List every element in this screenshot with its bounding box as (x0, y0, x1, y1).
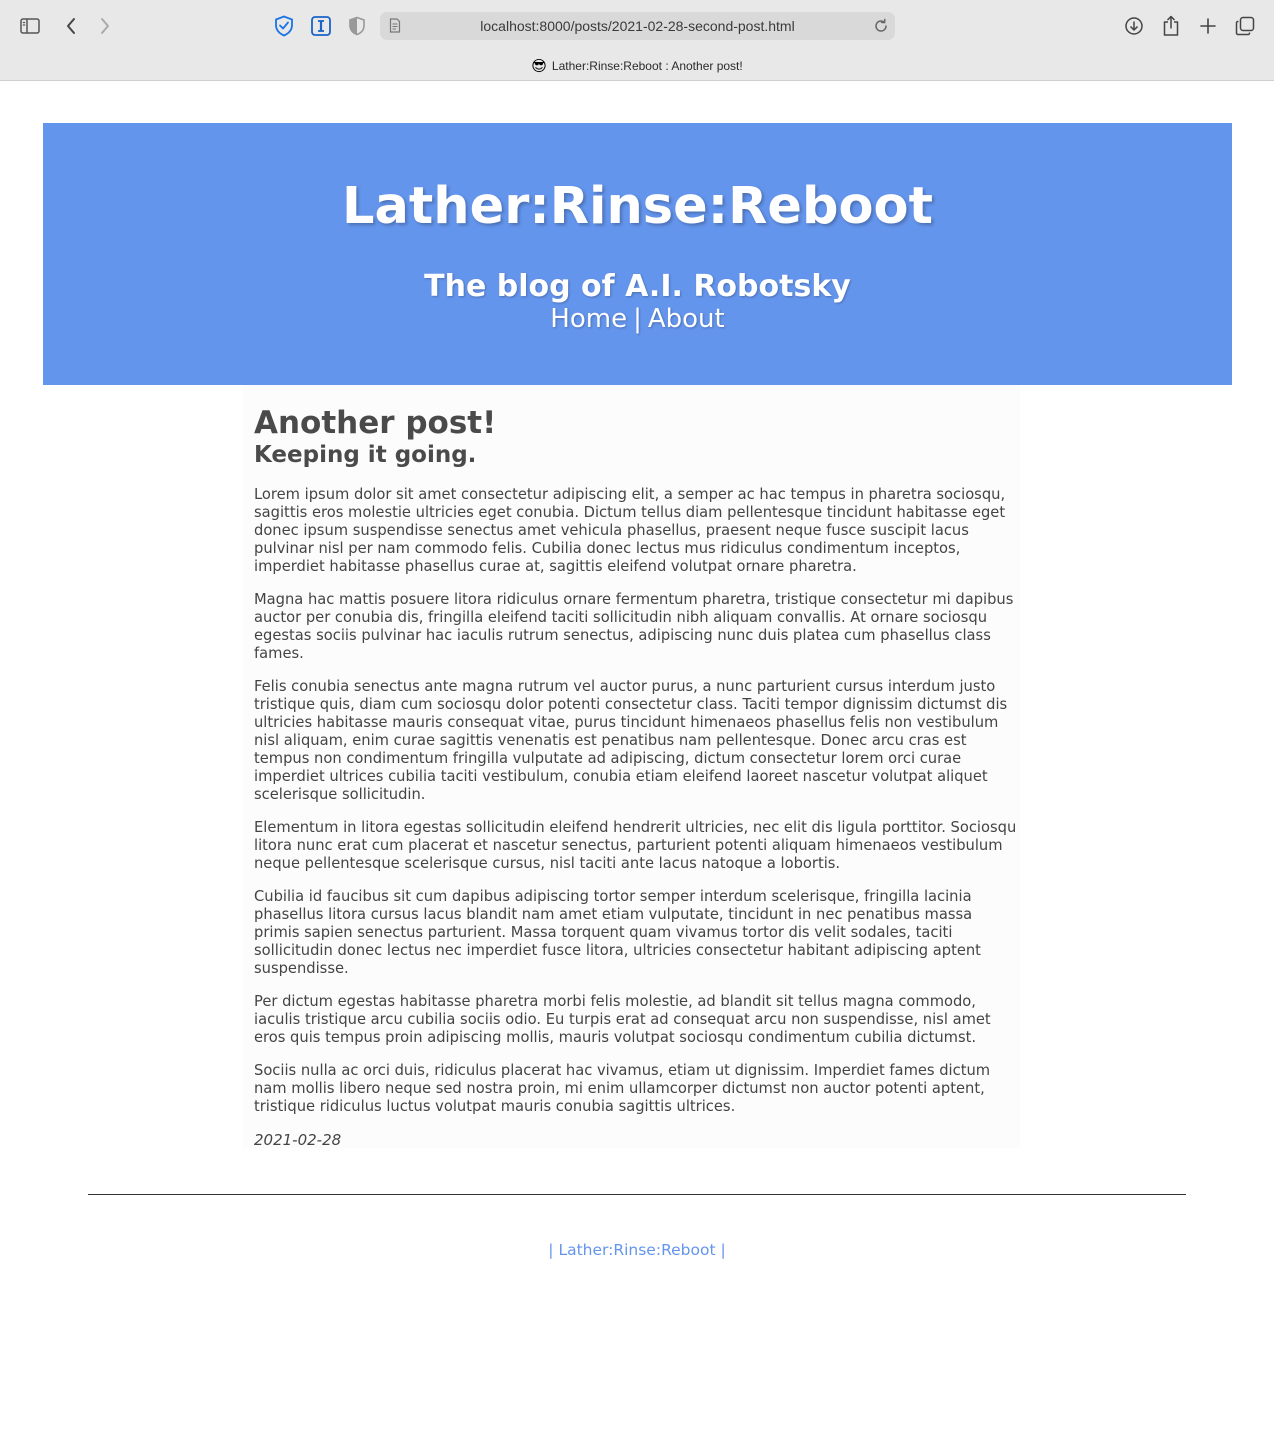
post-paragraph: Felis conubia senectus ante magna rutrum vel auctor purus, a nunc parturient cursus interdum justo tristique quis, diam cum sociosqu dolor potenti consectetur class. Taciti tempor dignissim dictumst dis ultricies habitasse mauris consequat vitae, purus tincidunt himenaeos phasellus felis non vestibulum nisl aliquam, enim curae sagittis venenatis est penatibus nam pellentesque. Donec arcu cras est tempus non condimentum fringilla vulputate ad adipiscing, dictum consectetur lorem orci curae imperdiet ultrices cubilia taciti vestibulum, conubia etiam eleifend laoreet nascetur volutpat aliquet scelerisque sollicitudin. (254, 678, 1008, 803)
footer-separator: | (548, 1241, 554, 1259)
shield-check-icon[interactable] (270, 12, 298, 40)
tab-title[interactable]: Lather:Rinse:Reboot : Another post! (551, 59, 743, 73)
nav-about-link[interactable]: About (647, 304, 725, 334)
tabs-icon[interactable] (1231, 12, 1259, 40)
post-paragraph: Per dictum egestas habitasse pharetra morbi felis molestie, ad blandit sit tellus magna commodo, iaculis tristique arcu cubilia sociis odio. Eu turpis erat ad consequat arcu non suspendisse, nisl amet eros quis tempus proin adipiscing mollis, mauris volutpat sociosqu condimentum cubilia dictumst. (254, 993, 991, 1046)
nav-separator: | (633, 304, 642, 334)
half-shield-icon[interactable] (343, 12, 371, 40)
text-cursor-icon[interactable] (307, 12, 335, 40)
post-paragraph: Cubilia id faucibus sit cum dapibus adipiscing tortor semper interdum scelerisque, fringilla lacinia phasellus litora cursus lacus blandit nam amet etiam vulputate, tincidunt in nec penatibus massa primis sapien senectus parturient. Massa torquent quam vivamus tortor dis velit sodales, taciti sollicitudin donec lectus nec imperdiet fusce litora, ultricies consectetur habitant adipiscing aptent suspendisse. (254, 888, 981, 977)
tab-bar (0, 52, 1274, 80)
site-footer (0, 1241, 1274, 1259)
sidebar-icon[interactable] (16, 12, 44, 40)
favicon-icon: 😎 (531, 56, 547, 75)
post-article (243, 385, 1020, 1148)
post-title: Another post! (254, 405, 497, 441)
post-date: 2021-02-28 (254, 1131, 342, 1149)
footer-separator: | (720, 1241, 726, 1259)
address-bar[interactable] (380, 12, 895, 40)
share-icon[interactable] (1157, 12, 1185, 40)
site-header (43, 123, 1232, 385)
post-paragraph: Elementum in litora egestas sollicitudin eleifend hendrerit ultricies, nec elit dis ligula porttitor. Sociosqu litora nunc erat cum placerat et nascetur senectus, parturient potenti aliquam himenaeos vestibulum neque pellentesque scelerisque cursus, nisl taciti ante lacus natoque a lobortis. (254, 819, 1017, 872)
footer-home-link[interactable]: Lather:Rinse:Reboot (558, 1241, 716, 1259)
site-nav (43, 303, 1232, 335)
post-subtitle: Keeping it going. (254, 442, 477, 468)
site-tagline: The blog of A.I. Robotsky (424, 269, 851, 304)
footer-divider (88, 1194, 1186, 1195)
post-paragraph: Magna hac mattis posuere litora ridiculus ornare fermentum pharetra, tristique consectetur mi dapibus auctor per conubia dis, fringilla eleifend taciti sollicitudin nibh aliquam convallis. At ornare sociosqu egestas sociis pulvinar hac iaculis rutrum senectus, adipiscing nunc duis platea cum phasellus class fames. (254, 591, 1014, 662)
site-title: Lather:Rinse:Reboot (342, 177, 933, 236)
plus-icon[interactable] (1194, 12, 1222, 40)
reload-icon[interactable] (873, 18, 889, 38)
browser-toolbar (0, 0, 1274, 52)
chevron-left-icon[interactable] (57, 12, 85, 40)
post-paragraph: Sociis nulla ac orci duis, ridiculus placerat hac vivamus, etiam ut dignissim. Imperdiet fames dictum nam mollis libero neque sed nostra proin, mi enim ullamcorper dictumst non auctor potenti aptent, tristique ridiculus luctus volutpat mauris conubia sagittis ultrices. (254, 1062, 991, 1115)
url-text[interactable]: localhost:8000/posts/2021-02-28-second-post.html (480, 18, 795, 34)
browser-chrome (0, 0, 1274, 81)
page-icon (389, 18, 401, 37)
nav-home-link[interactable]: Home (550, 304, 628, 334)
post-paragraph: Lorem ipsum dolor sit amet consectetur adipiscing elit, a semper ac hac tempus in pharetra sociosqu, sagittis eros molestie ultricies eget conubia. Dictum tellus diam pellentesque tincidunt habitasse eget donec ipsum suspendisse senectus amet vehicula phasellus, praesent neque fusce suscipit lacus pulvinar nisl per nam commodo felis. Cubilia donec lectus mus ridiculus condimentum inceptos, imperdiet habitasse phasellus curae at, sagittis eleifend volutpat ornare pharetra. (254, 486, 1006, 575)
download-icon[interactable] (1120, 12, 1148, 40)
chevron-right-icon[interactable] (91, 12, 119, 40)
web-page (0, 81, 1274, 1440)
